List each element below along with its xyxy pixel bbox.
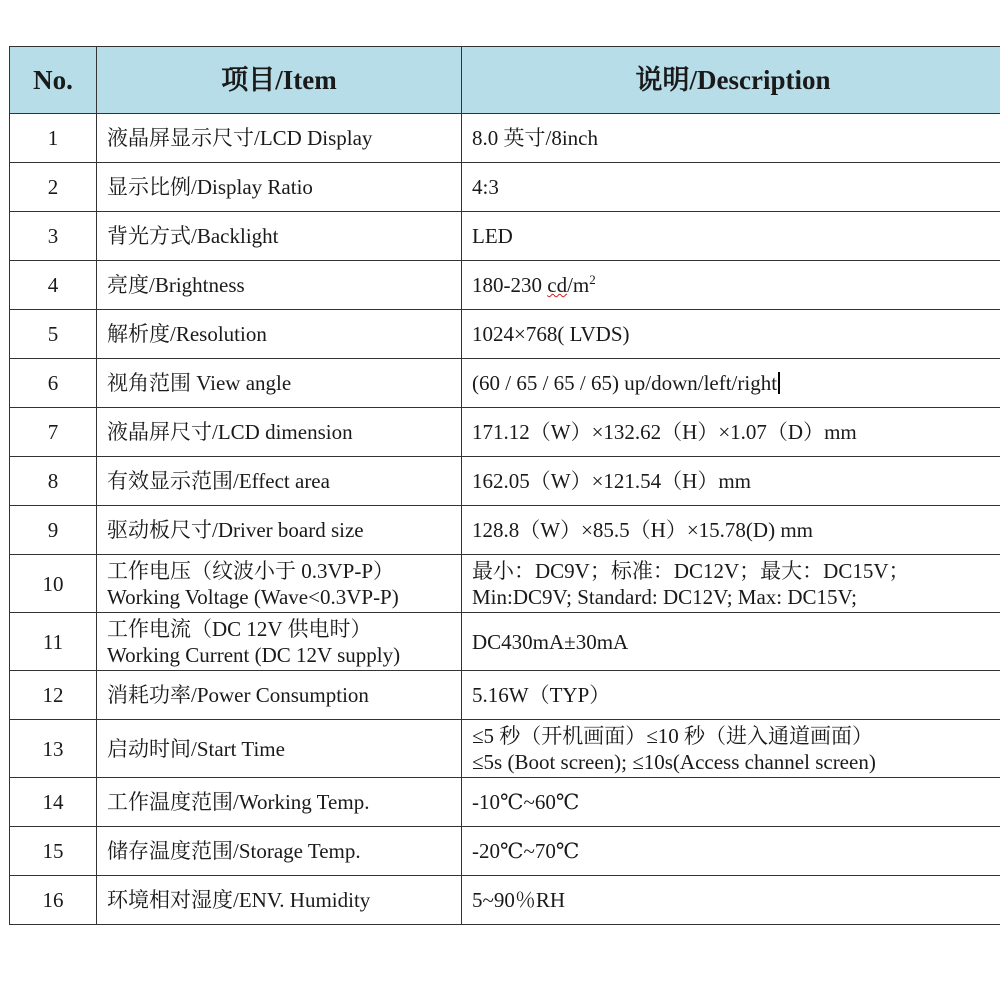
row-description: 128.8（W）×85.5（H）×15.78(D) mm [462,506,1000,555]
row-item: 储存温度范围/Storage Temp. [97,827,462,876]
table-row [10,457,1000,506]
table-row [10,555,1000,613]
row-description-line: ≤5s (Boot screen); ≤10s(Access channel screen) [472,749,876,774]
table-row [10,720,1000,778]
table-row [10,506,1000,555]
brightness-unit-per: /m [567,273,590,297]
table-row [10,408,1000,457]
table-row [10,261,1000,310]
brightness-value: 180-230 [472,273,548,297]
row-item-line: 工作电压（纹波小于 0.3VP-P） [107,558,395,583]
row-number: 15 [10,827,97,876]
row-number: 5 [10,310,97,359]
row-description-line: Min:DC9V; Standard: DC12V; Max: DC15V; [472,584,857,609]
row-description: DC430mA±30mA [462,613,1000,671]
row-number: 2 [10,163,97,212]
row-number: 11 [10,613,97,671]
header-row [10,47,1000,114]
row-item: 解析度/Resolution [97,310,462,359]
row-item: 驱动板尺寸/Driver board size [97,506,462,555]
row-item: 液晶屏显示尺寸/LCD Display [97,114,462,163]
row-item: 工作温度范围/Working Temp. [97,778,462,827]
row-number: 9 [10,506,97,555]
row-description: 8.0 英寸/8inch [462,114,1000,163]
row-item [97,613,462,671]
row-description: -20℃~70℃ [462,827,1000,876]
row-number: 8 [10,457,97,506]
top-margin [0,0,1000,42]
header-description: 说明/Description [462,47,1000,114]
row-item: 视角范围 View angle [97,359,462,408]
table-row [10,613,1000,671]
header-no: No. [10,47,97,114]
row-description: 5.16W（TYP） [462,671,1000,720]
row-description: 5~90％RH [462,876,1000,925]
row-description[interactable] [462,359,1000,408]
table-row [10,163,1000,212]
row-number: 10 [10,555,97,613]
table-row [10,876,1000,925]
table-row [10,212,1000,261]
row-description-line: ≤5 秒（开机画面）≤10 秒（进入通道画面） [472,723,874,748]
row-number: 4 [10,261,97,310]
row-number: 3 [10,212,97,261]
row-description: LED [462,212,1000,261]
row-item-line: Working Current (DC 12V supply) [107,642,401,667]
table-row [10,778,1000,827]
table-row [10,114,1000,163]
table-row [10,359,1000,408]
row-item-line: 工作电流（DC 12V 供电时） [107,616,372,641]
row-item: 环境相对湿度/ENV. Humidity [97,876,462,925]
row-item: 亮度/Brightness [97,261,462,310]
row-number: 7 [10,408,97,457]
header-item: 项目/Item [97,47,462,114]
row-number: 14 [10,778,97,827]
row-description: -10℃~60℃ [462,778,1000,827]
row-item: 显示比例/Display Ratio [97,163,462,212]
brightness-unit-exponent: 2 [589,272,596,287]
row-item-line: Working Voltage (Wave<0.3VP-P) [107,584,399,609]
row-item [97,555,462,613]
row-description: 171.12（W）×132.62（H）×1.07（D）mm [462,408,1000,457]
row-number: 12 [10,671,97,720]
row-description [462,555,1000,613]
row-number: 16 [10,876,97,925]
row-item: 液晶屏尺寸/LCD dimension [97,408,462,457]
table-row [10,827,1000,876]
row-number: 1 [10,114,97,163]
view-angle-value: (60 / 65 / 65 / 65) up/down/left/right [472,371,778,395]
row-number: 13 [10,720,97,778]
table-row [10,310,1000,359]
table-row [10,671,1000,720]
row-description-line: 最小：DC9V；标准：DC12V；最大：DC15V； [472,558,910,583]
brightness-unit: cd [547,273,568,297]
row-description [462,720,1000,778]
text-cursor [778,372,780,394]
row-item: 启动时间/Start Time [97,720,462,778]
row-item: 消耗功率/Power Consumption [97,671,462,720]
row-description: 4:3 [462,163,1000,212]
row-description: 162.05（W）×121.54（H）mm [462,457,1000,506]
row-number: 6 [10,359,97,408]
row-item: 背光方式/Backlight [97,212,462,261]
row-item: 有效显示范围/Effect area [97,457,462,506]
spec-table [9,46,1000,925]
row-description [462,261,1000,310]
row-description: 1024×768( LVDS) [462,310,1000,359]
